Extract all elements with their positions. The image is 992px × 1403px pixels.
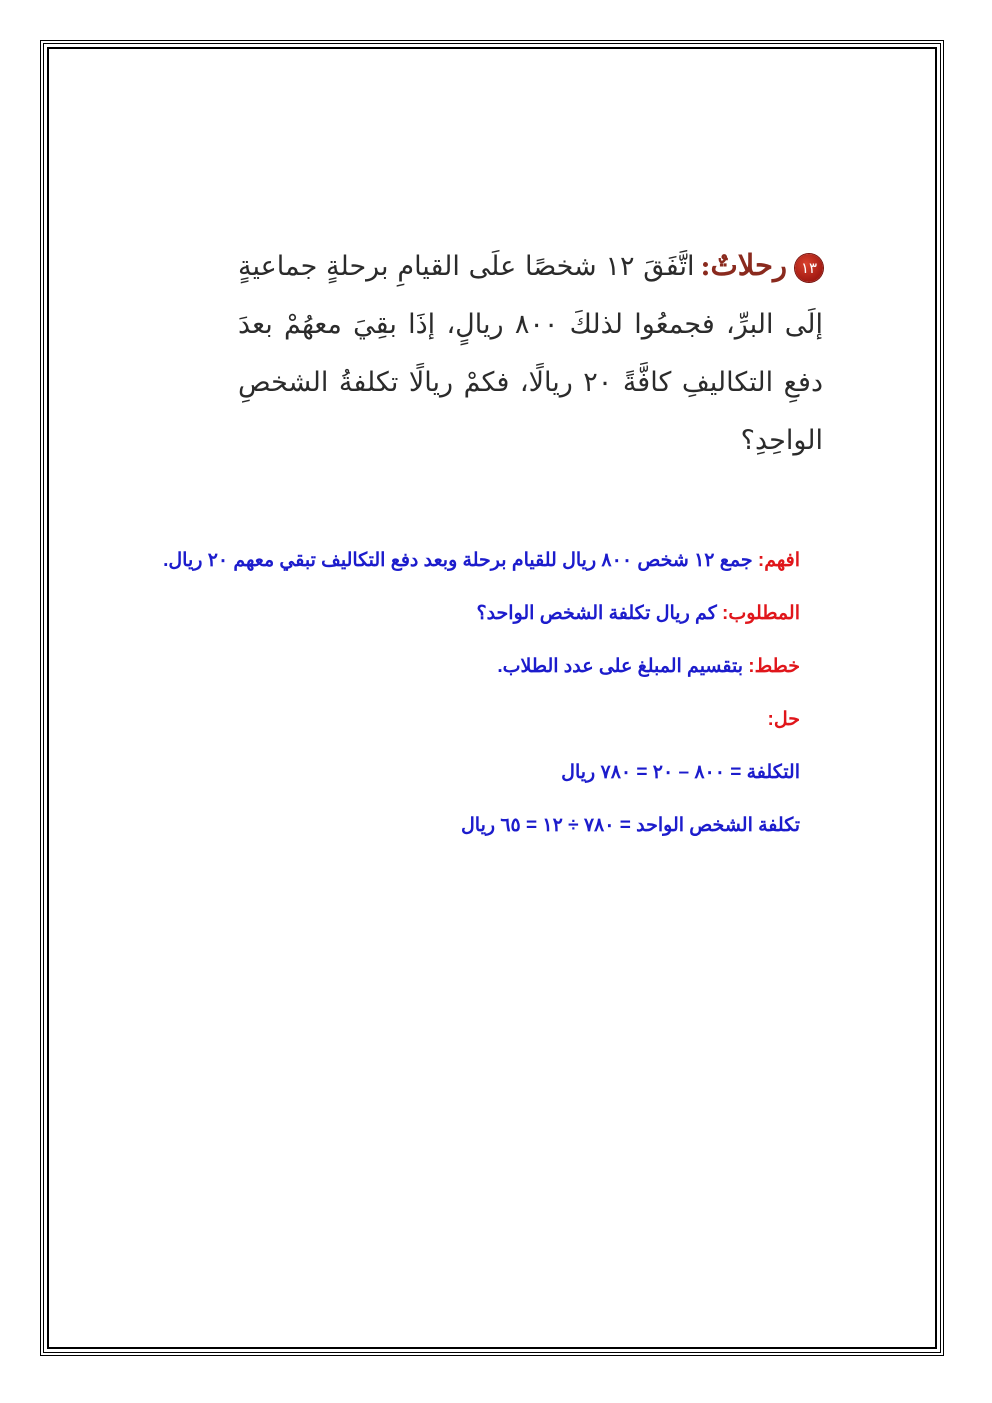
plan-line [150,648,800,685]
understand-line [150,542,800,579]
calc-cost-text: = ٨٠٠ – ٢٠ = ٧٨٠ ريال [561,762,747,783]
plan-label: خطط: [748,656,800,677]
solve-label: حل: [767,709,800,730]
problem-statement [238,236,823,470]
calc-per-person-label: تكلفة الشخص الواحد [636,815,800,836]
problem-body: اتَّفَقَ ١٢ شخصًا علَى القيامِ برحلةٍ جماعيةٍ إلَى البرِّ، فجمعُوا لذلكَ ٨٠٠ ريالٍ، إذَا بقِيَ معهُمْ بعدَ دفعِ التكاليفِ كافَّةً ٢٠ ريالًا، فكمْ ريالًا تكلفةُ الشخصِ الواحِدِ؟ [238,251,824,456]
problem-number-badge: ١٣ [795,254,823,282]
understand-label: افهم: [757,550,800,571]
calc-cost-label: التكلفة [746,762,800,783]
required-text: كم ريال تكلفة الشخص الواحد؟ [476,603,723,624]
solution-section [150,542,800,860]
required-label: المطلوب: [722,603,800,624]
plan-text: بتقسيم المبلغ على عدد الطلاب. [497,656,749,677]
understand-text: جمع ١٢ شخص ٨٠٠ ريال للقيام برحلة وبعد دفع التكاليف تبقي معهم ٢٠ ريال. [163,550,758,571]
calc-per-person-line [150,807,800,844]
problem-title: رحلاتٌ [710,248,787,282]
required-line [150,595,800,632]
problem-title-separator: : [700,251,711,282]
calc-per-person-text: = ٧٨٠ ÷ ١٢ = ٦٥ ريال [461,815,637,836]
calc-cost-line [150,754,800,791]
solve-line [150,701,800,738]
